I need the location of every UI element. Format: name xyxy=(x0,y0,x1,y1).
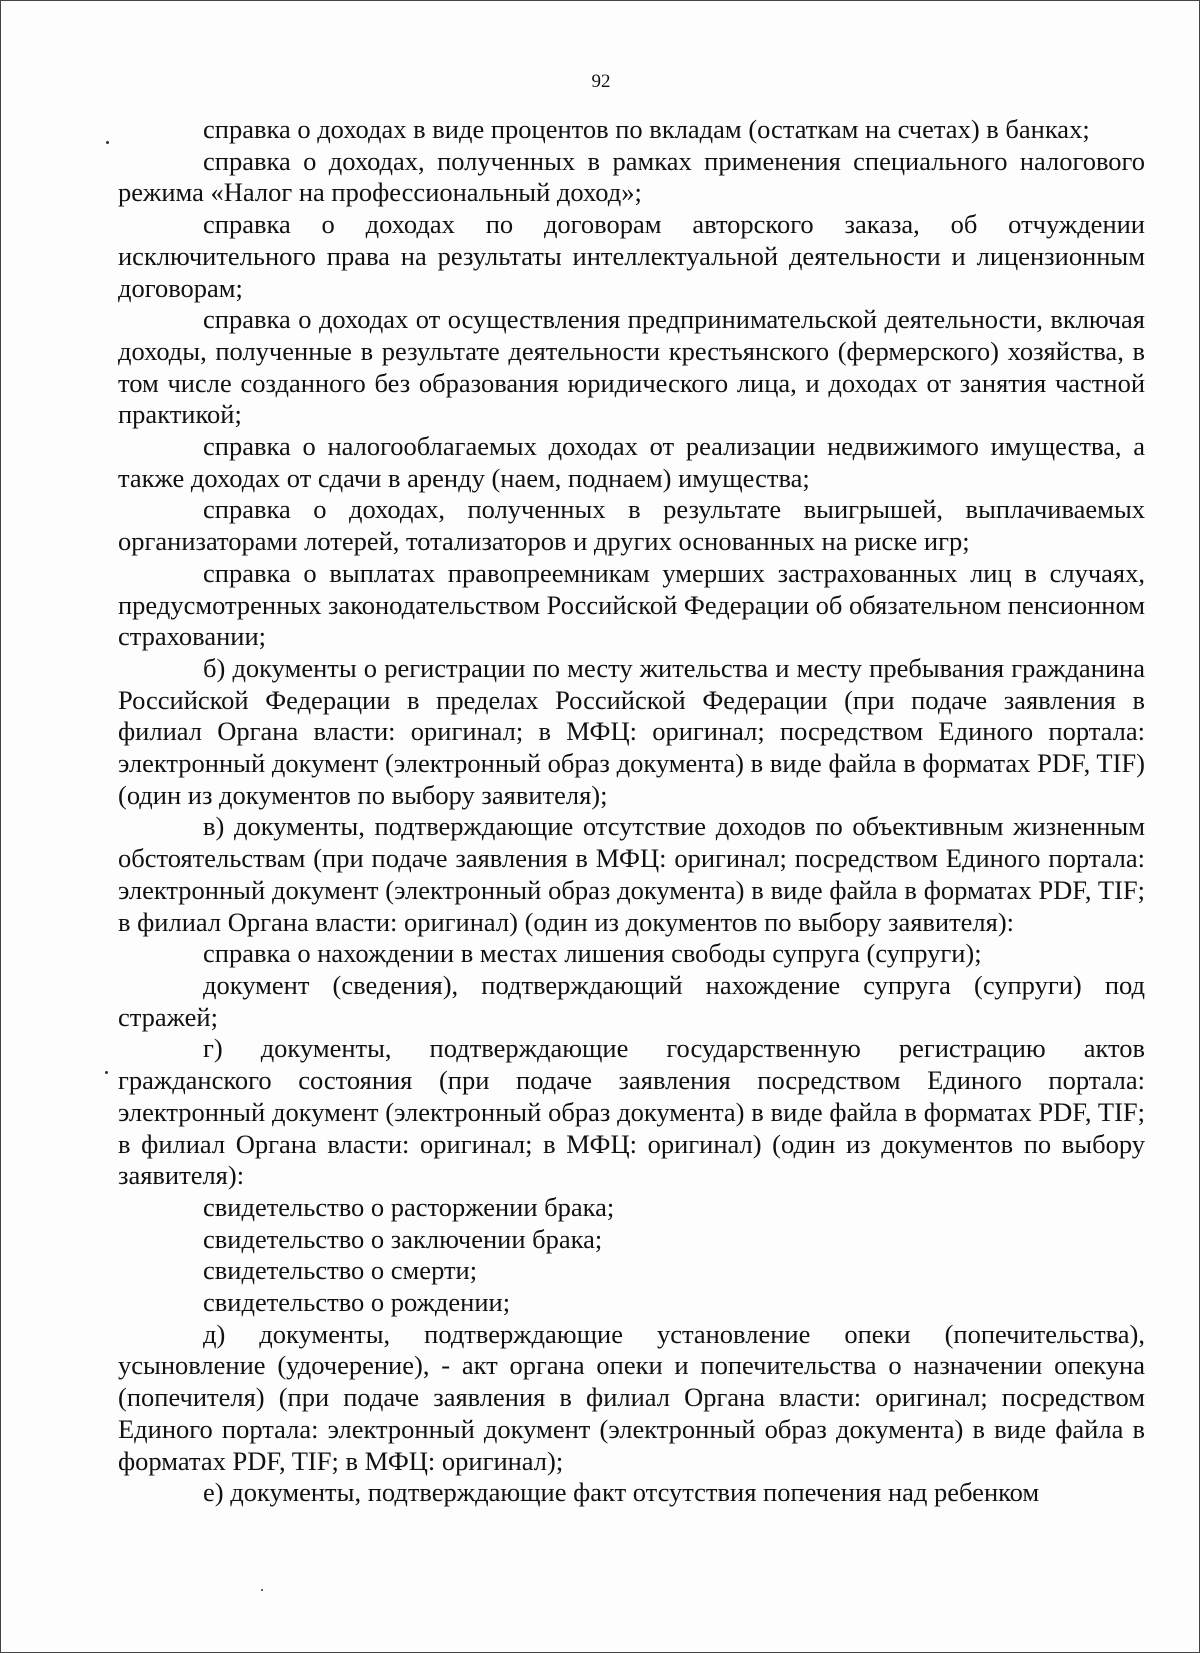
scan-speck xyxy=(261,1589,263,1591)
page-number: 92 xyxy=(591,71,611,92)
paragraph: справка о доходах, полученных в результате выигрышей, выплачиваемых организаторами лотерей, тотализаторов и других основанных на риске игр; xyxy=(118,494,1145,557)
list-item: свидетельство о смерти; xyxy=(203,1255,478,1286)
document-body xyxy=(118,114,1145,1509)
paragraph: справка о доходах в виде процентов по вкладам (остаткам на счетах) в банках; xyxy=(203,114,1090,144)
scan-speck xyxy=(105,1071,108,1074)
paragraph: г) документы, подтверждающие государственную регистрацию актов гражданского состояния (при подаче заявления посредством Единого портала: электронный документ (электронный образ документа) в виде файла в форматах PDF, TIF; в филиал Органа власти: оригинал; в МФЦ: оригинал) (один из документов по выбору заявителя): xyxy=(118,1033,1145,1191)
paragraph: д) документы, подтверждающие установление опеки (попечительства), усыновление (удочерение), - акт органа опеки и попечительства о назначении опекуна (попечителя) (при подаче заявления в филиал Органа власти: оригинал; посредством Единого портала: электронный документ (электронный образ документа) в виде файла в форматах PDF, TIF; в МФЦ: оригинал); xyxy=(118,1318,1145,1476)
list-item: свидетельство о расторжении брака; xyxy=(203,1191,615,1222)
paragraph: справка о доходах, полученных в рамках применения специального налогового режима «Налог на профессиональный доход»; xyxy=(118,145,1145,208)
paragraph: б) документы о регистрации по месту жительства и месту пребывания гражданина Российской Федерации в пределах Российской Федерации (при подаче заявления в филиал Органа власти: оригинал; в МФЦ: оригинал; посредством Единого портала: электронный документ (электронный образ документа) в виде файла в форматах PDF, TIF) (один из документов по выбору заявителя); xyxy=(118,652,1145,810)
paragraph: документ (сведения), подтверждающий нахождение супруга (супруги) под стражей; xyxy=(118,969,1145,1032)
list-item: свидетельство о рождении; xyxy=(203,1287,511,1318)
scan-speck xyxy=(106,141,109,144)
list-item: свидетельство о заключении брака; xyxy=(203,1223,603,1254)
paragraph: справка о доходах от осуществления предпринимательской деятельности, включая доходы, полученные в результате деятельности крестьянского (фермерского) хозяйства, в том числе созданного без образования юридического лица, и доходах от занятия частной практикой; xyxy=(118,304,1145,430)
paragraph: справка о выплатах правопреемникам умерших застрахованных лиц в случаях, предусмотренных законодательством Российской Федерации об обязательном пенсионном страховании; xyxy=(118,557,1146,652)
paragraph: справка о нахождении в местах лишения свободы супруга (супруги); xyxy=(203,938,982,969)
paragraph: в) документы, подтверждающие отсутствие доходов по объективным жизненным обстоятельствам (при подаче заявления в МФЦ: оригинал; посредством Единого портала: электронный документ (электронный образ документа) в виде файла в форматах PDF, TIF; в филиал Органа власти: оригинал) (один из документов по выбору заявителя): xyxy=(118,811,1145,937)
paragraph: справка о доходах по договорам авторского заказа, об отчуждении исключительного права на результаты интеллектуальной деятельности и лицензионным договорам; xyxy=(118,209,1145,303)
paragraph: е) документы, подтверждающие факт отсутствия попечения над ребенком xyxy=(203,1477,1040,1508)
paragraph: справка о налогооблагаемых доходах от реализации недвижимого имущества, а также доходах от сдачи в аренду (наем, поднаем) имущества; xyxy=(118,431,1145,493)
